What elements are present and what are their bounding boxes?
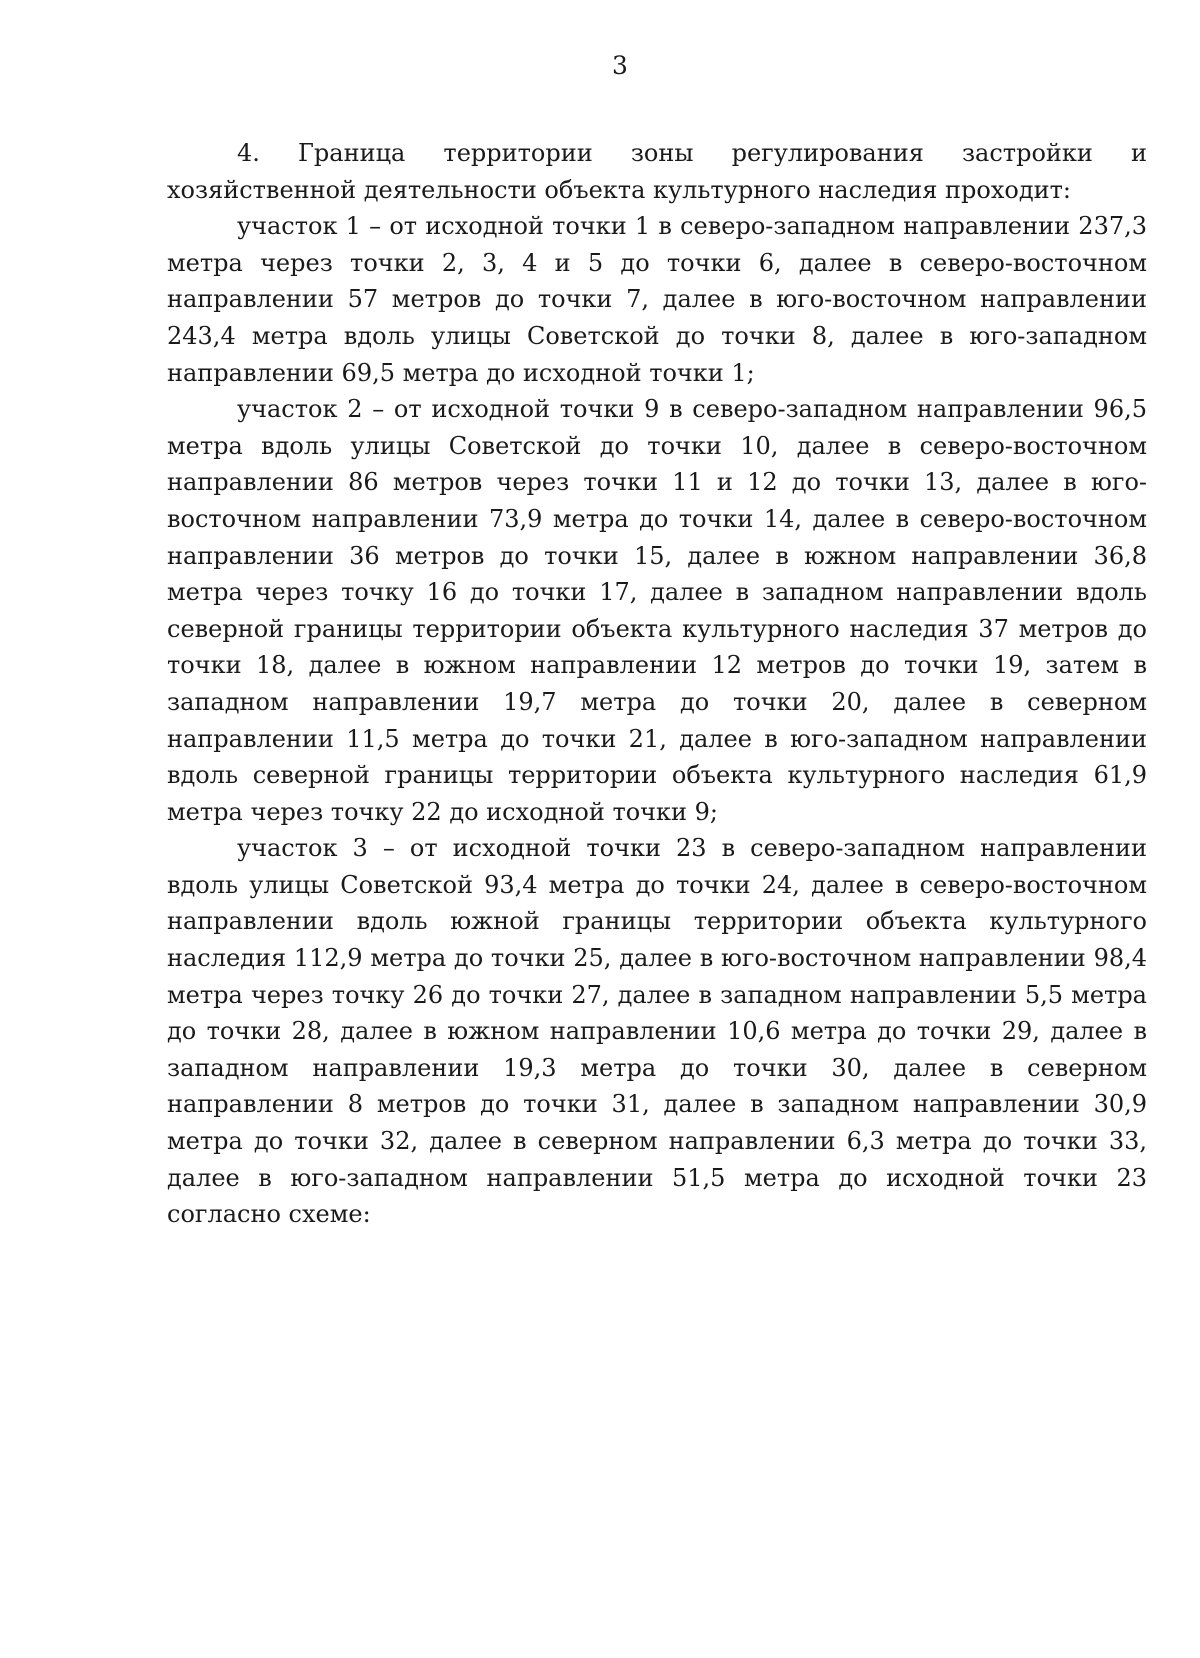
paragraph-section-1: участок 1 – от исходной точки 1 в северо-западном направлении 237,3 метра через точки 2, 3, 4 и 5 до точки 6, далее в северо-восточном направлении 57 метров до точки 7, далее в юго-восточном направлении 243,4 метра вдоль улицы Советской до точки 8, далее в юго-западном направлении 69,5 метра до исходной точки 1; [167, 212, 1147, 387]
document-body [167, 135, 1147, 1233]
paragraph-section-2: участок 2 – от исходной точки 9 в северо-западном направлении 96,5 метра вдоль улицы Советской до точки 10, далее в северо-восточном направлении 86 метров через точки 11 и 12 до точки 13, далее в юго-восточном направлении 73,9 метра до точки 14, далее в северо-восточном направлении 36 метров до точки 15, далее в южном направлении 36,8 метра через точку 16 до точки 17, далее в западном направлении вдоль северной границы территории объекта культурного наследия 37 метров до точки 18, далее в южном направлении 12 метров до точки 19, затем в западном направлении 19,7 метра до точки 20, далее в северном направлении 11,5 метра до точки 21, далее в юго-западном направлении вдоль северной границы территории объекта культурного наследия 61,9 метра через точку 22 до исходной точки 9; [167, 395, 1147, 826]
paragraph-section-3: участок 3 – от исходной точки 23 в северо-западном направлении вдоль улицы Советской 93,4 метра до точки 24, далее в северо-восточном направлении вдоль южной границы территории объекта культурного наследия 112,9 метра до точки 25, далее в юго-восточном направлении 98,4 метра через точку 26 до точки 27, далее в западном направлении 5,5 метра до точки 28, далее в южном направлении 10,6 метра до точки 29, далее в западном направлении 19,3 метра до точки 30, далее в северном направлении 8 метров до точки 31, далее в западном направлении 30,9 метра до точки 32, далее в северном направлении 6,3 метра до точки 33, далее в юго-западном направлении 51,5 метра до исходной точки 23 согласно схеме: [167, 834, 1147, 1229]
page-number: 3 [612, 51, 628, 80]
paragraph-boundary-intro: 4. Граница территории зоны регулирования застройки и хозяйственной деятельности объекта культурного наследия проходит: [167, 139, 1147, 204]
